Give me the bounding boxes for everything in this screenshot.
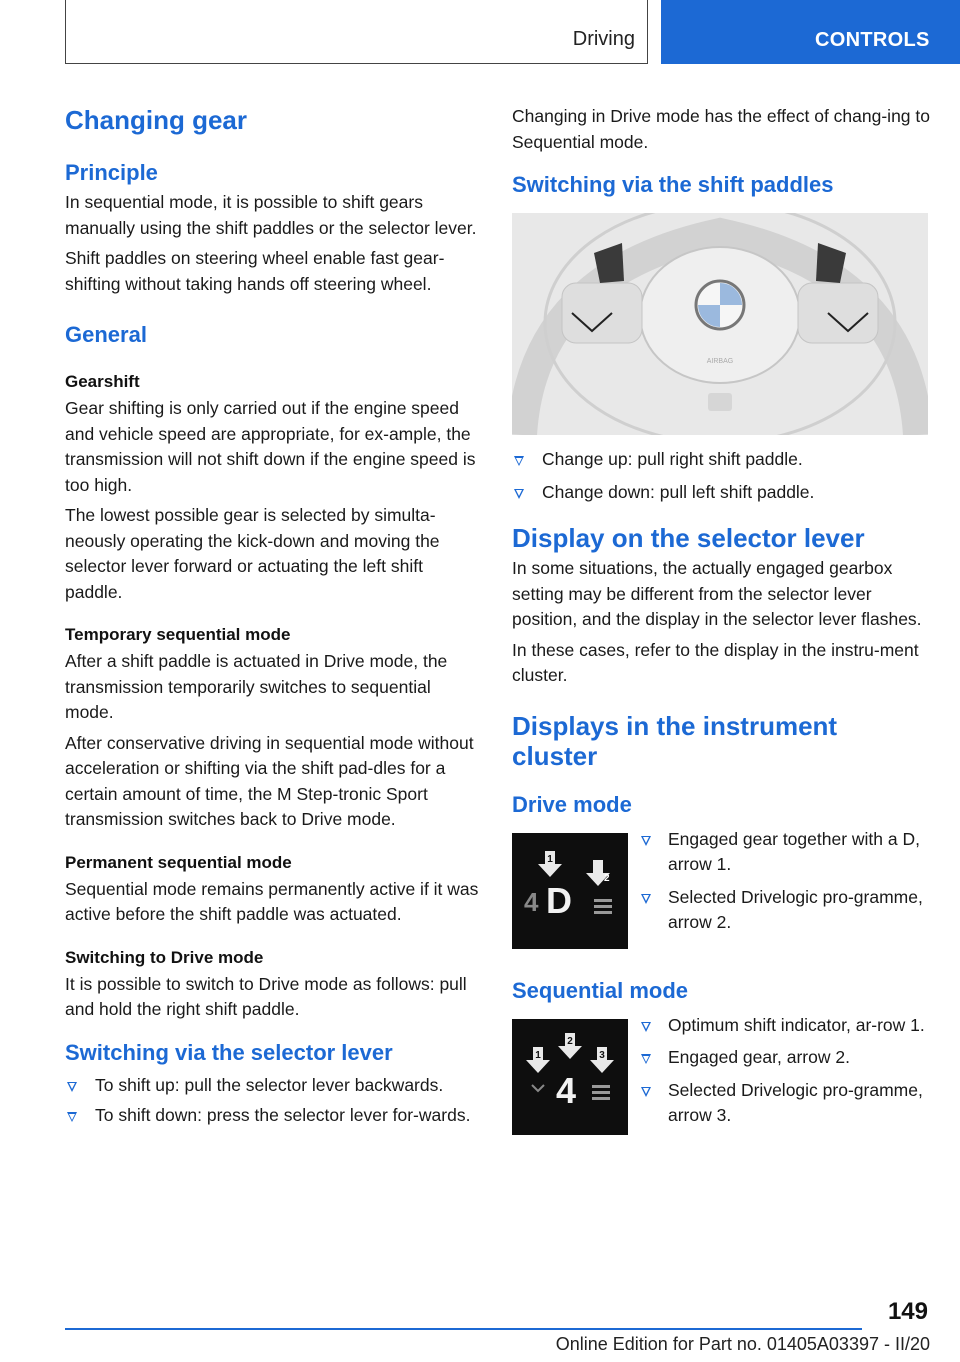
selector-lever-list [65, 1073, 483, 1129]
selector-display-heading: Display on the selector lever [512, 523, 865, 553]
list-item: Selected Drivelogic pro-gramme, arrow 3. [639, 1078, 930, 1129]
list-item: Selected Drivelogic pro-gramme, arrow 2. [639, 885, 930, 936]
section-title: Driving [572, 28, 635, 50]
footer-divider [65, 1328, 862, 1330]
general-heading: General [65, 322, 147, 347]
header-frame [65, 0, 648, 64]
sequential-mode-heading: Sequential mode [512, 977, 689, 1003]
edition-note: Online Edition for Part no. 01405A03397 - II/20 [555, 1334, 930, 1354]
airbag-label: AIRBAG [706, 358, 734, 365]
temporary-mode-paragraph-1: After a shift paddle is actuated in Drive mode, the transmission temporarily switches to sequential mode. [65, 651, 448, 722]
selector-lever-heading: Switching via the selector lever [65, 1039, 393, 1065]
selector-display-paragraph-1: In some situations, the actually engaged gearbox setting may be different from the selector lever position, and the display in the selector lever flashes. [512, 558, 922, 629]
temporary-mode-paragraph-2: After conservative driving in sequential mode without acceleration or shifting via the shift pad-dles for a certain amount of time, the M Step-tronic Sport transmission switches back to Drive mode. [65, 732, 474, 829]
shift-paddles-heading: Switching via the shift paddles [512, 172, 834, 197]
page-title: Changing gear [65, 105, 248, 135]
bullet-triangle-icon [67, 1082, 77, 1092]
list-item: To shift up: pull the selector lever backwards. [65, 1073, 483, 1099]
drive-mode-switch-paragraph: It is possible to switch to Drive mode as follows: pull and hold the right shift paddle. [65, 973, 467, 1019]
drive-mode-switch-heading: Switching to Drive mode [65, 947, 264, 967]
svg-text:2: 2 [604, 872, 610, 884]
drive-mode-display-image [512, 833, 628, 949]
svg-text:D: D [546, 879, 572, 921]
gearshift-paragraph-2: The lowest possible gear is selected by simulta-neously operating the kick-down and moving the selector lever forward or actuating the left shift paddle. [65, 505, 440, 602]
bullet-triangle-icon [67, 1112, 77, 1122]
sequential-mode-list [639, 1013, 930, 1129]
bullet-triangle-icon [641, 1022, 651, 1032]
bullet-triangle-icon [641, 836, 651, 846]
bullet-triangle-icon [641, 894, 651, 904]
steering-wheel-image [512, 213, 928, 435]
permanent-mode-paragraph: Sequential mode remains permanently active if it was active before the shift paddle was actuated. [65, 878, 479, 924]
list-item: Engaged gear, arrow 2. [639, 1045, 930, 1071]
left-column [65, 100, 483, 1129]
chapter-tab[interactable] [661, 0, 960, 64]
svg-text:4: 4 [524, 886, 539, 917]
bullet-triangle-icon [641, 1054, 651, 1064]
drive-mode-heading: Drive mode [512, 791, 632, 817]
intro-paragraph: Changing in Drive mode has the effect of chang-ing to Sequential mode. [512, 106, 930, 152]
gearshift-heading: Gearshift [65, 372, 140, 391]
svg-text:2: 2 [567, 1035, 573, 1047]
list-item: Change down: pull left shift paddle. [512, 480, 930, 506]
svg-text:1: 1 [547, 853, 553, 865]
list-item: Optimum shift indicator, ar-row 1. [639, 1013, 930, 1039]
instrument-cluster-heading: Displays in the instrument cluster [512, 710, 838, 771]
permanent-mode-heading: Permanent sequential mode [65, 852, 292, 872]
sequential-mode-display-image [512, 1019, 628, 1135]
svg-text:4: 4 [556, 1069, 577, 1111]
svg-text:3: 3 [599, 1049, 605, 1061]
principle-paragraph-2: Shift paddles on steering wheel enable fast gear-shifting without taking hands off steering wheel. [65, 248, 445, 294]
list-item: Engaged gear together with a D, arrow 1. [639, 827, 930, 878]
gearshift-paragraph-1: Gear shifting is only carried out if the engine speed and vehicle speed are appropriate, for ex-ample, the transmission will not shift down if the engine speed is too high. [65, 398, 476, 495]
bullet-triangle-icon [514, 489, 524, 499]
selector-display-paragraph-2: In these cases, refer to the display in the instru-ment cluster. [512, 639, 919, 685]
drive-mode-row [512, 828, 930, 949]
drive-mode-list [639, 827, 930, 936]
svg-text:1: 1 [535, 1049, 541, 1061]
bullet-triangle-icon [514, 456, 524, 466]
bullet-triangle-icon [641, 1087, 651, 1097]
temporary-mode-heading: Temporary sequential mode [65, 625, 291, 644]
list-item: Change up: pull right shift paddle. [512, 447, 930, 473]
page-number: 149 [887, 1298, 928, 1325]
principle-paragraph-1: In sequential mode, it is possible to shift gears manually using the shift paddles or the selector lever. [65, 192, 477, 238]
shift-paddles-list [512, 447, 930, 505]
chapter-label: CONTROLS [815, 29, 930, 51]
sequential-mode-row [512, 1014, 930, 1135]
list-item: To shift down: press the selector lever for-wards. [65, 1103, 483, 1129]
right-column [512, 100, 930, 1135]
principle-heading: Principle [65, 160, 158, 185]
